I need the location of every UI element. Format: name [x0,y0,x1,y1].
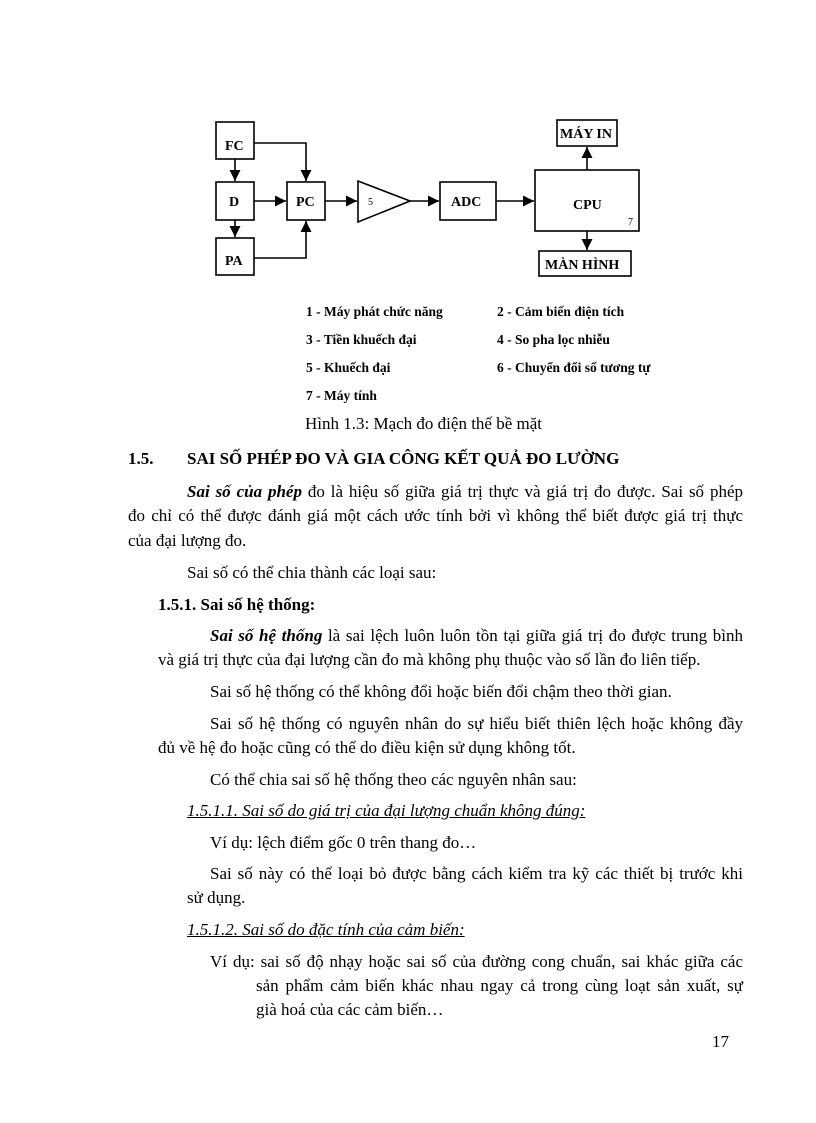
paragraph-2: Sai số có thể chia thành các loại sau: [187,563,437,582]
paragraph-8-line-1: Sai số này có thể loại bỏ được bằng cách kiểm tra kỹ các thiết bị trước khi [210,864,743,883]
paragraph-3-line-1-text: là sai lệch luôn luôn tồn tại giữa giá trị đo được trung bình [322,626,743,645]
paragraph-6: Có thể chia sai số hệ thống theo các nguyên nhân sau: [210,770,577,789]
section-number: 1.5. [128,449,154,468]
screen-label: MÀN HÌNH [545,258,620,273]
page-number: 17 [712,1032,729,1051]
pc-label: PC [296,195,315,210]
legend-item-6: 6 - Chuyển đổi số tương tự [497,360,651,375]
paragraph-9-line-3: già hoá của các cảm biến… [256,1000,444,1019]
adc-label: ADC [451,195,482,210]
paragraph-1-line-1-text: đo là hiệu số giữa giá trị thực và giá trị đo được. Sai số phép [301,482,743,501]
legend-item-5: 5 - Khuếch đại [306,360,391,375]
legend-item-1: 1 - Máy phát chức năng [306,304,443,319]
subsubsection-heading-1-5-1-1: 1.5.1.1. Sai số do giá trị của đại lượng chuẩn không đúng: [187,801,586,820]
pa-label: PA [225,254,243,269]
arrow-fc-pc [254,143,306,181]
subsubsection-heading-1-5-1-2: 1.5.1.2. Sai số do đặc tính của cảm biến: [187,920,465,939]
paragraph-8-line-2: sử dụng. [187,888,246,907]
paragraph-3-line-2: và giá trị thực của đại lượng cần đo mà không phụ thuộc vào số lần đo liên tiếp. [158,650,701,669]
paragraph-9-line-2: sản phẩm cảm biến khác nhau ngay cả trong cùng loạt sản xuất, sự [256,976,743,995]
paragraph-5-line-1: Sai số hệ thống có nguyên nhân do sự hiểu biết thiên lệch hoặc không đầy [210,714,743,733]
paragraph-3-line-1 [210,624,743,648]
amplifier-number: 5 [368,197,373,208]
amplifier-block [358,181,410,222]
printer-label: MÁY IN [560,127,612,142]
subsection-heading-1-5-1: 1.5.1. Sai số hệ thống: [158,595,316,614]
legend-item-4: 4 - So pha lọc nhiễu [497,332,610,347]
arrow-pa-pc [254,221,306,258]
term-sai-so-phep-do: Sai số của phép [187,482,302,501]
section-title: SAI SỐ PHÉP ĐO VÀ GIA CÔNG KẾT QUẢ ĐO LƯỜNG [187,449,620,468]
legend-item-2: 2 - Cảm biến điện tích [497,304,625,319]
paragraph-4: Sai số hệ thống có thể không đổi hoặc biến đổi chậm theo thời gian. [210,682,672,701]
cpu-label: CPU [573,198,602,213]
paragraph-7: Ví dụ: lệch điểm gốc 0 trên thang đo… [210,833,477,852]
fc-label: FC [225,139,244,154]
figure-caption: Hình 1.3: Mạch đo điện thế bề mặt [305,414,543,433]
paragraph-1-line-2: đo chỉ có thể được đánh giá một cách ước tính bởi vì không thể biết được giá trị thực [128,506,743,525]
paragraph-9-line-1: Ví dụ: sai số độ nhạy hoặc sai số của đường cong chuẩn, sai khác giữa các [210,952,743,971]
legend-item-3: 3 - Tiền khuếch đại [306,332,417,347]
d-label: D [229,195,240,210]
paragraph-1-line-1 [187,480,743,504]
paragraph-5-line-2: đủ về hệ đo hoặc cũng có thể do điều kiện sử dụng không tốt. [158,738,576,757]
term-sai-so-he-thong: Sai số hệ thống [210,626,323,645]
block-diagram [0,0,816,290]
cpu-number: 7 [628,217,633,228]
paragraph-1-line-3: của đại lượng đo. [128,531,247,550]
legend-item-7: 7 - Máy tính [306,388,377,403]
